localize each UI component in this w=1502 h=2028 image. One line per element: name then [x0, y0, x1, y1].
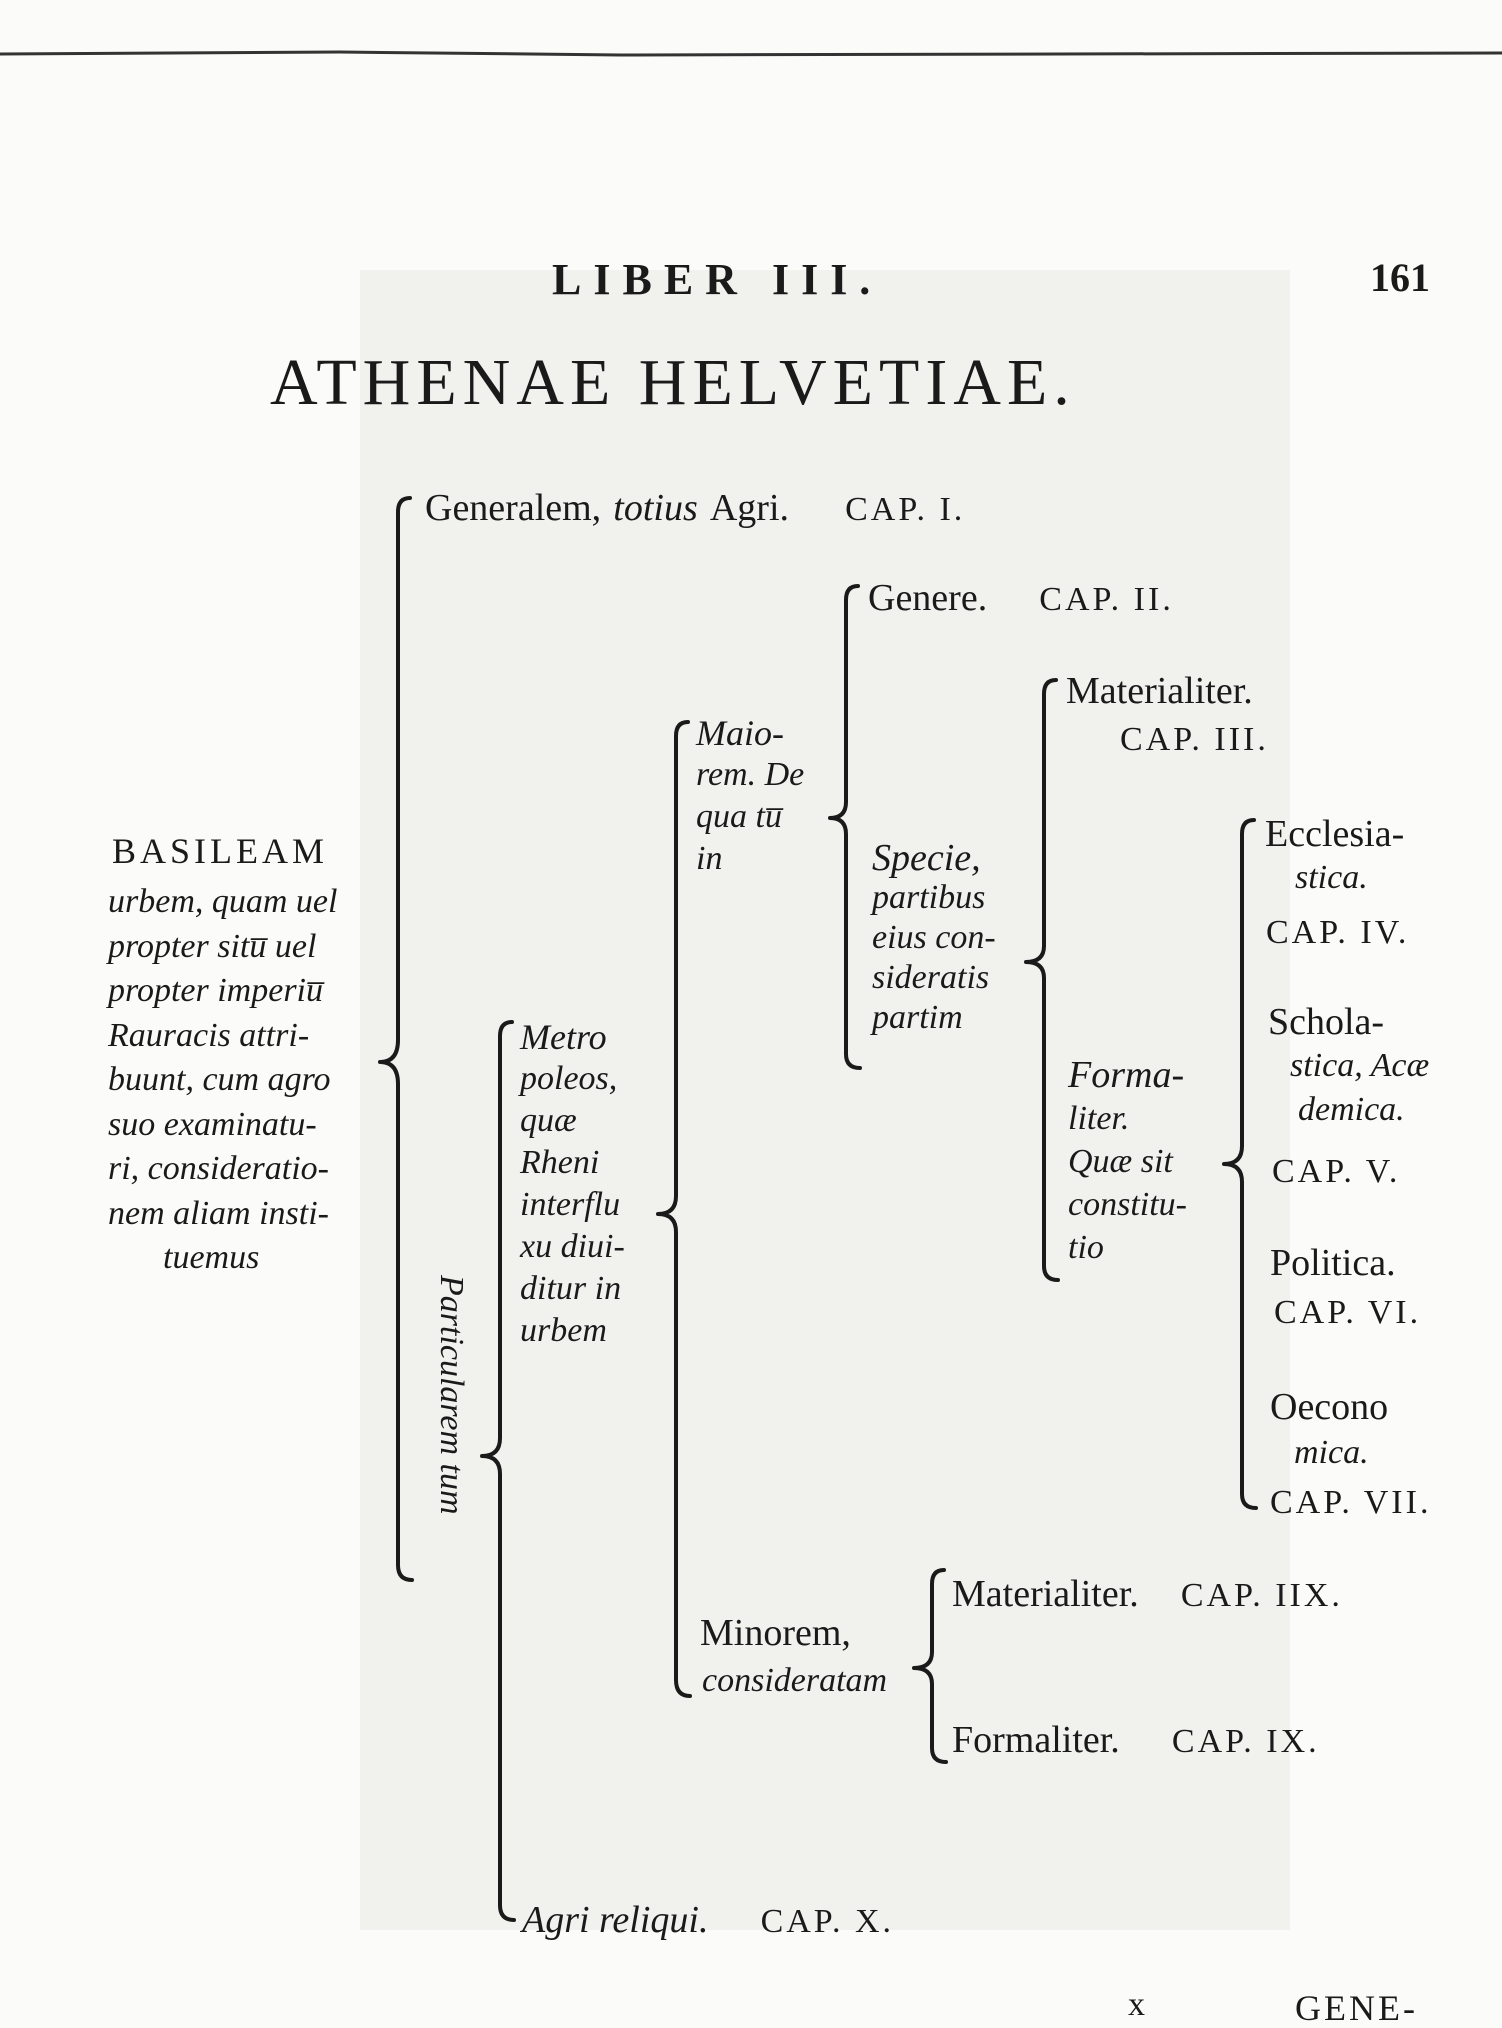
root-line: tuemus	[163, 1239, 260, 1276]
specie-line: sideratis	[872, 959, 990, 996]
minorem-label: Minorem,	[700, 1612, 851, 1654]
cap-10: CAP. X.	[760, 1903, 895, 1940]
formaliter-1-line: tio	[1068, 1229, 1104, 1266]
generalem-agri: Agri.	[709, 487, 789, 529]
cap-3: CAP. III.	[1120, 721, 1269, 758]
specie-line: partibus	[872, 879, 986, 916]
materialiter-1-label: Materialiter.	[1066, 670, 1253, 712]
scholastica-line: stica, Acæ	[1290, 1047, 1430, 1084]
cap-9: CAP. IX.	[1171, 1723, 1320, 1760]
ecclesiastica-line: Ecclesia-	[1265, 813, 1405, 855]
root-line: propter situ̅ uel	[108, 927, 317, 965]
brace-particularem	[482, 1022, 514, 1920]
specie-line: eius con-	[872, 919, 996, 956]
root-line: buunt, cum agro	[108, 1061, 331, 1098]
maiorem-line: in	[696, 840, 723, 877]
metro-line: quæ	[520, 1102, 577, 1139]
root-line: Rauracis attri-	[108, 1016, 310, 1054]
root-line: urbem, quam uel	[108, 883, 338, 920]
brace-metro	[658, 722, 690, 1696]
maiorem-line: rem. De	[696, 756, 805, 793]
root-line: ri, consideratio-	[108, 1150, 329, 1187]
page-number: 161	[1370, 255, 1430, 300]
particularem-label: Particularem tum	[433, 1275, 470, 1515]
ecclesiastica-line: stica.	[1295, 859, 1368, 896]
maiorem-line: qua tu̅	[696, 798, 782, 835]
formaliter-2-label: Formaliter.	[952, 1719, 1120, 1761]
root-label: BASILEAM	[112, 831, 329, 871]
metro-line: Metro	[520, 1017, 607, 1057]
metro-line: interflu	[520, 1186, 621, 1223]
formaliter-1-line: liter.	[1068, 1100, 1130, 1137]
oeconomica-line: mica.	[1294, 1434, 1369, 1471]
main-title: ATHENAE HELVETIAE.	[270, 346, 1076, 419]
running-title: LIBER III.	[552, 255, 883, 304]
cap-7: CAP. VII.	[1270, 1484, 1432, 1521]
metro-line: Rheni	[520, 1144, 600, 1181]
generalem-label: Generalem,	[425, 487, 602, 529]
signature-mark: x	[1128, 1986, 1145, 2023]
formaliter-1-line: Forma-	[1068, 1054, 1185, 1096]
cap-2: CAP. II.	[1039, 581, 1174, 618]
brace-root	[380, 498, 412, 1580]
scholastica-line: demica.	[1298, 1091, 1405, 1128]
cap-5: CAP. V.	[1272, 1153, 1401, 1190]
specie-line: Specie,	[872, 837, 981, 879]
generalem-italic: totius	[613, 487, 698, 529]
specie-line: partim	[872, 999, 963, 1036]
root-line: propter imperiu̅	[108, 972, 324, 1009]
root-line: nem aliam insti-	[108, 1194, 329, 1232]
cap-1: CAP. I.	[845, 491, 966, 528]
scholastica-line: Schola-	[1268, 1001, 1385, 1043]
brace-specie	[1026, 680, 1058, 1280]
brace-maiorem	[830, 586, 860, 1068]
formaliter-1-line: constitu-	[1068, 1186, 1187, 1223]
materialiter-2-label: Materialiter.	[952, 1573, 1139, 1615]
formaliter-1-line: Quæ sit	[1068, 1143, 1173, 1180]
root-line: suo examinatu-	[108, 1105, 317, 1143]
metro-line: xu diui-	[520, 1228, 625, 1265]
brace-formaliter	[1224, 820, 1256, 1508]
agri-label: Agri reliqui.	[522, 1899, 709, 1941]
catchword: GENE-	[1295, 1988, 1418, 2028]
politica-label: Politica.	[1270, 1242, 1396, 1284]
metro-line: ditur in	[520, 1270, 622, 1307]
brace-minorem	[914, 1570, 946, 1762]
metro-line: urbem	[520, 1312, 607, 1349]
cap-4: CAP. IV.	[1266, 914, 1410, 951]
metro-line: poleos,	[520, 1060, 618, 1097]
cap-6: CAP. VI.	[1274, 1294, 1422, 1331]
maiorem-line: Maio-	[696, 713, 784, 753]
cap-8: CAP. IIX.	[1180, 1577, 1343, 1614]
genere-label: Genere.	[868, 577, 988, 619]
minorem-consideratam: consideratam	[702, 1662, 888, 1699]
oeconomica-line: Oecono	[1270, 1386, 1389, 1428]
